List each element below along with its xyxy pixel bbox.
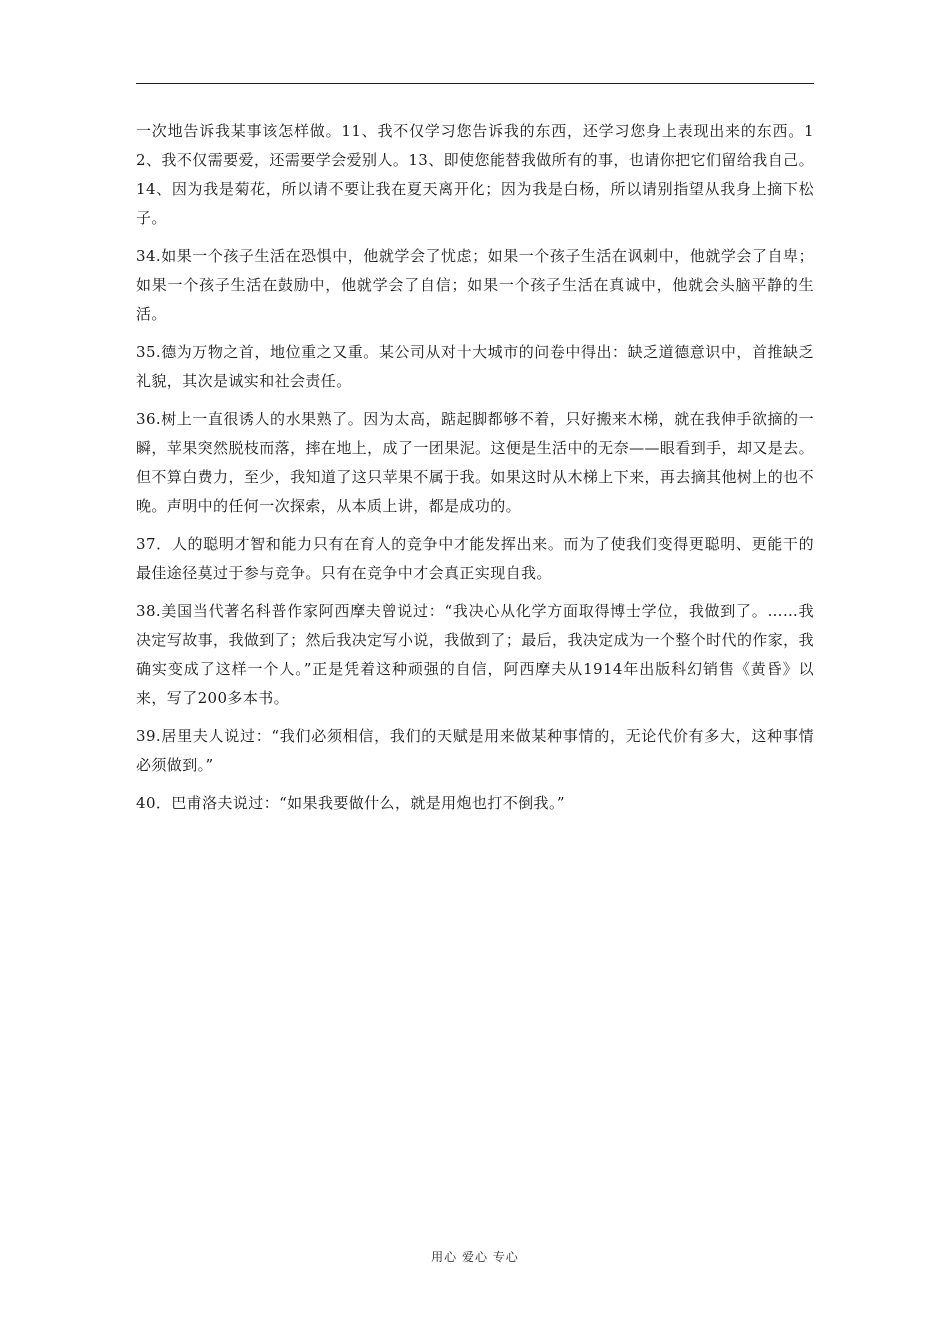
paragraph-34: 34.如果一个孩子生活在恐惧中，他就学会了忧虑；如果一个孩子生活在讽刺中，他就学会了自卑；如果一个孩子生活在鼓励中，他就学会了自信；如果一个孩子生活在真诚中，他就会头脑平静的生活。 [136,247,814,323]
header-rule [136,83,814,84]
paragraph-39: 39.居里夫人说过：“我们必须相信，我们的天赋是用来做某种事情的，无论代价有多大，这种事情必须做到。” [136,727,814,774]
document-body [136,117,814,827]
paragraph-40: 40．巴甫洛夫说过：“如果我要做什么，就是用炮也打不倒我。” [136,794,565,812]
paragraph-35: 35.德为万物之首，地位重之又重。某公司从对十大城市的问卷中得出：缺乏道德意识中，首推缺乏礼貌，其次是诚实和社会责任。 [136,343,814,390]
paragraph-continued: 一次地告诉我某事该怎样做。11、我不仅学习您告诉我的东西，还学习您身上表现出来的东西。12、我不仅需要爱，还需要学会爱别人。13、即使您能替我做所有的事，也请你把它们留给我自己。14、因为我是菊花，所以请不要让我在夏天离开化；因为我是白杨，所以请别指望从我身上摘下松子。 [136,122,814,227]
paragraph-37: 37．人的聪明才智和能力只有在育人的竞争中才能发挥出来。而为了使我们变得更聪明、更能干的最佳途径莫过于参与竞争。只有在竞争中才会真正实现自我。 [136,535,814,582]
paragraph-36: 36.树上一直很诱人的水果熟了。因为太高，踮起脚都够不着，只好搬来木梯，就在我伸手欲摘的一瞬，苹果突然脱枝而落，摔在地上，成了一团果泥。这便是生活中的无奈——眼看到手，却又是去。但不算白费力，至少，我知道了这只苹果不属于我。如果这时从木梯上下来，再去摘其他树上的也不晚。声明中的任何一次探索，从本质上讲，都是成功的。 [136,410,814,515]
page-footer: 用心 爱心 专心 [431,1250,519,1264]
paragraph-38: 38.美国当代著名科普作家阿西摩夫曾说过：“我决心从化学方面取得博士学位，我做到了。……我决定写故事，我做到了；然后我决定写小说，我做到了；最后，我决定成为一个整个时代的作家，我确实变成了这样一个人。”正是凭着这种顽强的自信，阿西摩夫从1914年出版科幻销售《黄昏》以来，写了200多本书。 [136,602,814,707]
